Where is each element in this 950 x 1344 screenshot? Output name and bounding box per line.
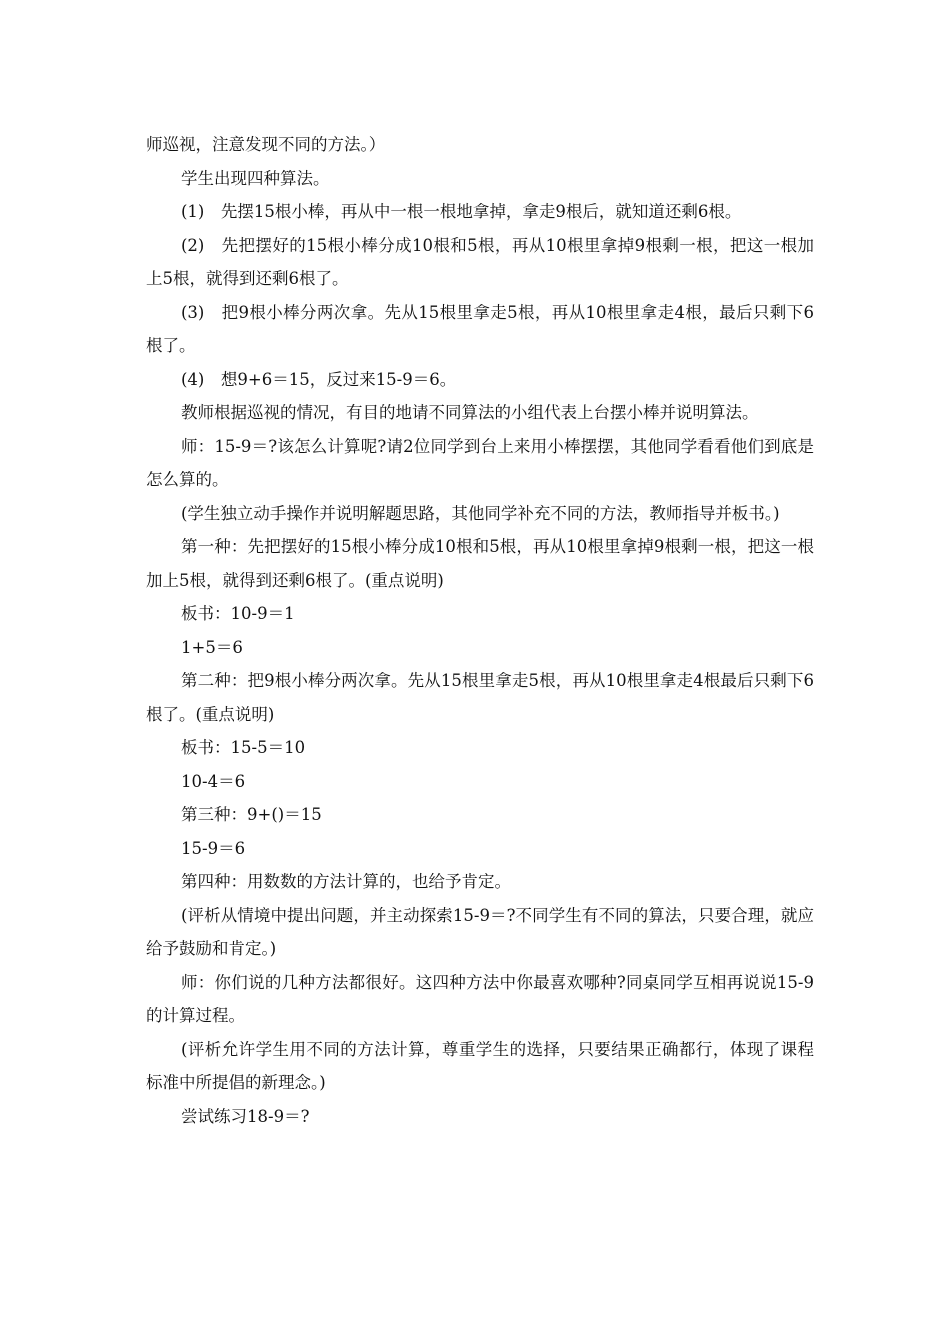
paragraph-comment-1: (评析从情境中提出问题，并主动探索15-9＝?不同学生有不同的算法，只要合理，就应给予鼓励和肯定。) bbox=[146, 905, 814, 958]
paragraph-second-kind: 第二种：把9根小棒分两次拿。先从15根里拿走5根，再从10根里拿走4根最后只剩下6根了。(重点说明) bbox=[146, 671, 814, 724]
paragraph-board-2: 板书：15-5＝10 bbox=[181, 738, 306, 757]
paragraph-fourth-kind: 第四种：用数数的方法计算的，也给予肯定。 bbox=[181, 872, 511, 891]
paragraph-board-1: 板书：10-9＝1 bbox=[181, 604, 295, 623]
paragraph-teacher-patrol: 师巡视，注意发现不同的方法。） bbox=[146, 135, 386, 154]
paragraph-teacher-invite: 教师根据巡视的情况，有目的地请不同算法的小组代表上台摆小棒并说明算法。 bbox=[181, 403, 759, 422]
paragraph-third-kind: 第三种：9+()＝15 bbox=[181, 805, 322, 824]
paragraph-four-methods: 学生出现四种算法。 bbox=[181, 168, 330, 188]
paragraph-method-4: (4) 想9+6＝15，反过来15-9＝6。 bbox=[181, 369, 457, 389]
document-body bbox=[146, 128, 814, 1133]
paragraph-method-2: (2) 先把摆好的15根小棒分成10根和5根，再从10根里拿掉9根剩一根，把这一根加上5根，就得到还剩6根了。 bbox=[146, 235, 814, 288]
paragraph-method-1: (1) 先摆15根小棒，再从中一根一根地拿掉，拿走9根后，就知道还剩6根。 bbox=[181, 202, 742, 221]
paragraph-comment-2: (评析允许学生用不同的方法计算，尊重学生的选择，只要结果正确都行，体现了课程标准中所提倡的新理念。) bbox=[146, 1039, 814, 1092]
paragraph-teacher-praise: 师：你们说的几种方法都很好。这四种方法中你最喜欢哪种?同桌同学互相再说说15-9的计算过程。 bbox=[146, 972, 814, 1025]
paragraph-teacher-question: 师：15-9＝?该怎么计算呢?请2位同学到台上来用小棒摆摆，其他同学看看他们到底是怎么算的。 bbox=[146, 436, 814, 489]
paragraph-first-kind: 第一种：先把摆好的15根小棒分成10根和5根，再从10根里拿掉9根剩一根，把这一根加上5根，就得到还剩6根了。(重点说明) bbox=[146, 537, 814, 590]
paragraph-method-3: (3) 把9根小棒分两次拿。先从15根里拿走5根，再从10根里拿走4根，最后只剩下6根了。 bbox=[146, 302, 814, 355]
paragraph-board-1b: 1+5＝6 bbox=[181, 637, 243, 657]
paragraph-board-2b: 10-4＝6 bbox=[181, 771, 246, 791]
paragraph-try-practice: 尝试练习18-9＝? bbox=[181, 1106, 310, 1126]
paragraph-third-kind-b: 15-9＝6 bbox=[181, 838, 246, 858]
paragraph-student-operate: (学生独立动手操作并说明解题思路，其他同学补充不同的方法，教师指导并板书。) bbox=[181, 503, 780, 523]
